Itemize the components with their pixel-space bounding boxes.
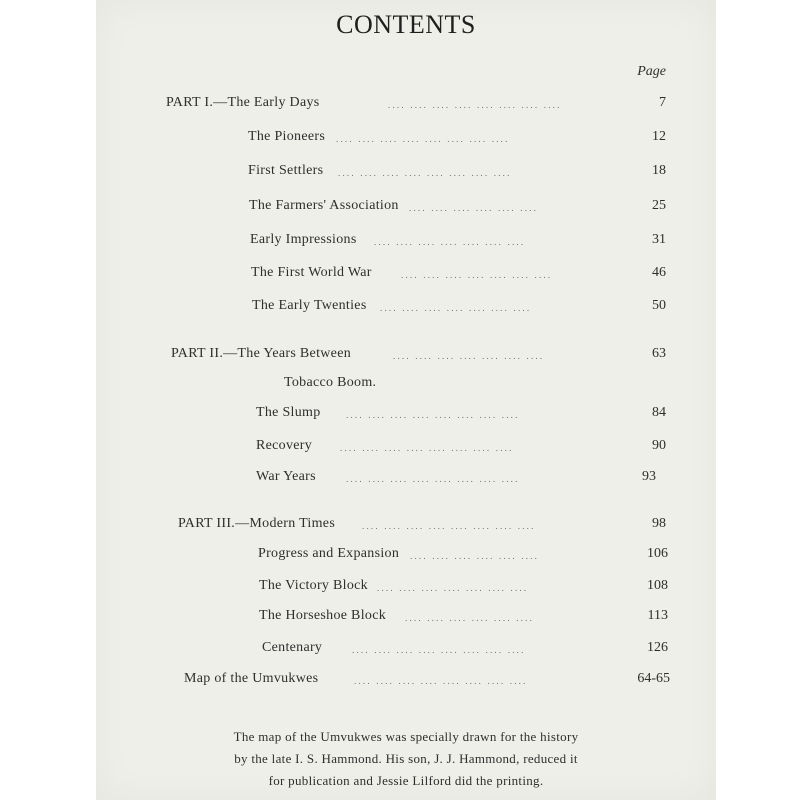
entry-page-number: 63	[652, 346, 666, 361]
dot-leader: .... .... .... .... .... .... .... ....	[346, 474, 520, 484]
note-line: for publication and Jessie Lilford did the printing.	[268, 773, 544, 788]
book-page	[96, 0, 716, 800]
toc-entry	[250, 232, 666, 252]
toc-entry	[248, 163, 666, 183]
toc-entry	[249, 198, 666, 218]
entry-page-number: 25	[652, 198, 666, 213]
entry-title: Recovery	[256, 438, 313, 453]
entry-page-number: 90	[652, 438, 666, 453]
note-line: by the late I. S. Hammond. His son, J. J. Hammond, reduced it	[234, 751, 578, 766]
entry-title: PART III.—Modern Times	[178, 516, 336, 531]
entry-title: The Early Twenties	[252, 298, 367, 313]
entry-page-number: 50	[652, 298, 666, 313]
entry-page-number: 113	[647, 608, 668, 623]
entry-page-number: 108	[647, 578, 668, 593]
dot-leader: .... .... .... .... .... .... .... ....	[346, 410, 520, 420]
entry-page-number: 93	[642, 469, 656, 484]
entry-title: Centenary	[262, 640, 323, 655]
toc-entry-part-1	[166, 95, 666, 115]
toc-entry-map	[184, 671, 670, 691]
dot-leader: .... .... .... .... .... .... ....	[401, 270, 553, 280]
entry-page-number: 31	[652, 232, 666, 247]
entry-title: The Victory Block	[259, 578, 368, 593]
entry-title: War Years	[256, 469, 316, 484]
dot-leader: .... .... .... .... .... .... .... ....	[336, 134, 510, 144]
dot-leader: .... .... .... .... .... .... ....	[380, 303, 532, 313]
dot-leader: .... .... .... .... .... .... ....	[377, 583, 529, 593]
entry-title: The Pioneers	[248, 129, 326, 144]
entry-title: The First World War	[251, 265, 372, 280]
entry-title: Tobacco Boom.	[284, 375, 377, 390]
entry-title: First Settlers	[248, 163, 324, 178]
toc-entry	[262, 640, 668, 660]
entry-page-number: 84	[652, 405, 666, 420]
toc-entry	[252, 298, 666, 318]
entry-title: Progress and Expansion	[258, 546, 400, 561]
entry-page-number: 126	[647, 640, 668, 655]
dot-leader: .... .... .... .... .... .... ....	[393, 351, 545, 361]
toc-entry-part-2	[171, 346, 666, 366]
entry-title: The Farmers' Association	[249, 198, 399, 213]
entry-page-number: 64-65	[637, 671, 670, 686]
dot-leader: .... .... .... .... .... .... .... ....	[352, 645, 526, 655]
toc-entry	[256, 405, 666, 425]
toc-entry	[259, 578, 668, 598]
entry-page-number: 7	[659, 95, 666, 110]
dot-leader: .... .... .... .... .... .... .... ....	[388, 100, 562, 110]
entry-title: Map of the Umvukwes	[184, 671, 319, 686]
entry-title: Early Impressions	[250, 232, 357, 247]
entry-title: The Horseshoe Block	[259, 608, 387, 623]
entry-page-number: 106	[647, 546, 668, 561]
entry-title: PART II.—The Years Between	[171, 346, 352, 361]
entry-page-number: 46	[652, 265, 666, 280]
toc-entry	[251, 265, 666, 285]
dot-leader: .... .... .... .... .... .... ....	[374, 237, 526, 247]
toc-entry	[258, 546, 668, 566]
dot-leader: .... .... .... .... .... ....	[409, 203, 539, 213]
note-line: The map of the Umvukwes was specially drawn for the history	[233, 729, 579, 744]
toc-entry-part-3	[178, 516, 666, 536]
dot-leader: .... .... .... .... .... .... .... ....	[338, 168, 512, 178]
toc-entry	[248, 129, 666, 149]
entry-page-number: 18	[652, 163, 666, 178]
entry-title: PART I.—The Early Days	[166, 95, 320, 110]
dot-leader: .... .... .... .... .... .... .... ....	[362, 521, 536, 531]
dot-leader: .... .... .... .... .... ....	[410, 551, 540, 561]
toc-entry	[256, 438, 666, 458]
toc-entry	[259, 608, 668, 628]
dot-leader: .... .... .... .... .... .... .... ....	[354, 676, 528, 686]
dot-leader: .... .... .... .... .... ....	[405, 613, 535, 623]
toc-subheading	[284, 375, 484, 395]
page-column-label: Page	[637, 64, 666, 79]
entry-page-number: 12	[652, 129, 666, 144]
entry-title: The Slump	[256, 405, 321, 420]
map-credit-note	[96, 726, 716, 792]
toc-entry	[256, 469, 656, 489]
dot-leader: .... .... .... .... .... .... .... ....	[340, 443, 514, 453]
entry-page-number: 98	[652, 516, 666, 531]
page-title: CONTENTS	[336, 10, 476, 39]
